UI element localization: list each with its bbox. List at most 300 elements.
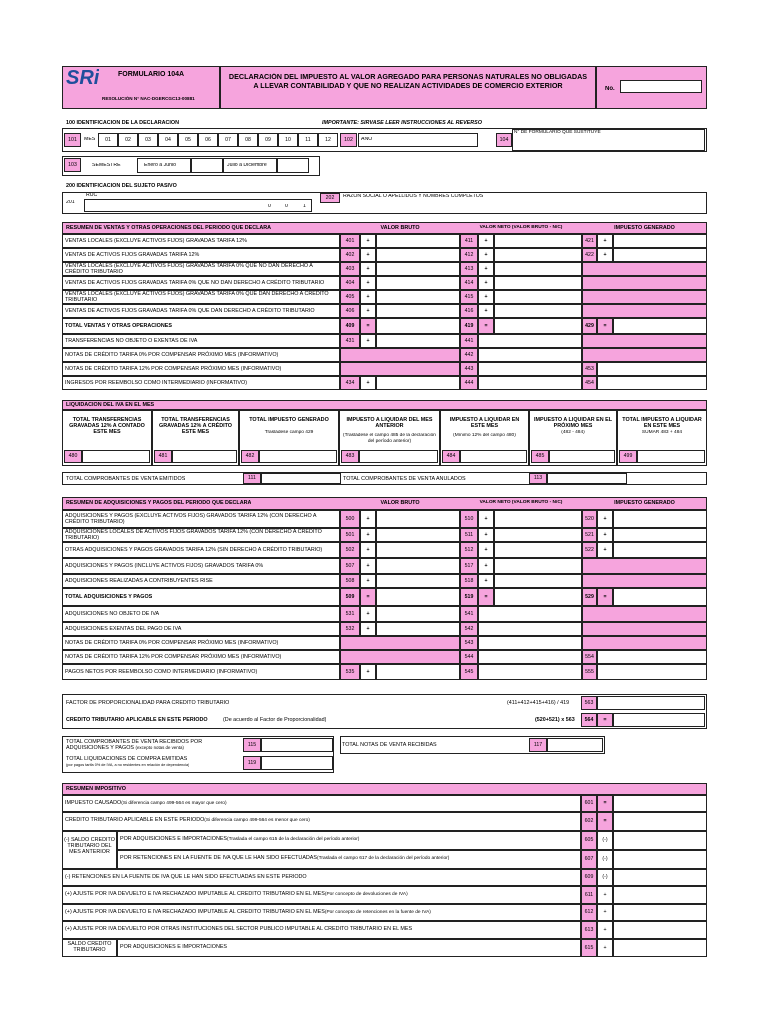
- ventas-row-label: TOTAL VENTAS Y OTRAS OPERACIONES: [65, 322, 172, 329]
- field-431: 431: [340, 334, 360, 348]
- input-444[interactable]: [478, 376, 582, 390]
- empty-imp: [582, 558, 707, 574]
- sign-508: +: [360, 574, 376, 588]
- sign-419: =: [478, 318, 494, 334]
- sign-416: +: [478, 304, 494, 318]
- sign-414: +: [478, 276, 494, 290]
- liq-col-title: TOTAL TRANSFERENCIAS GRAVADAS 12% A CONTADO ESTE MES: [69, 417, 145, 436]
- empty-bruto: [340, 650, 460, 664]
- resumen-note: (Por concepto de retenciones en la fuente de IVA): [324, 910, 431, 915]
- field-542: 542: [460, 622, 478, 636]
- resumen-heading: RESUMEN IMPOSITIVO: [66, 786, 126, 792]
- input-429[interactable]: [613, 318, 707, 334]
- sign-519: =: [478, 588, 494, 606]
- no-label: No.: [605, 86, 615, 92]
- ruc-d1: 0: [285, 204, 288, 209]
- month-04[interactable]: 04: [158, 133, 178, 147]
- field-529: 529: [582, 588, 597, 606]
- field-102: 102: [340, 133, 357, 147]
- empty-imp: [582, 574, 707, 588]
- input-485[interactable]: [549, 450, 615, 463]
- ruc-input[interactable]: [84, 199, 312, 212]
- semestre-label: SEMESTRE: [92, 163, 121, 168]
- empty-imp: [582, 290, 707, 304]
- input-509[interactable]: [376, 588, 460, 606]
- input-522[interactable]: [613, 542, 707, 558]
- input-402[interactable]: [376, 248, 460, 262]
- ct-note: (De acuerdo al Factor de Proporcionalidad): [223, 717, 327, 723]
- field-615: 615: [581, 939, 597, 957]
- ct-input[interactable]: [613, 713, 705, 727]
- resumen-label: (+) AJUSTE POR IVA DEVUELTO E IVA RECHAZADO IMPUTABLE AL CRÉDITO TRIBUTARIO EN EL MES: [65, 891, 325, 897]
- sign-521: +: [597, 528, 613, 542]
- razon-label: RAZÓN SOCIAL O APELLIDOS Y NOMBRES COMPLETOS: [343, 194, 484, 199]
- sign-403: +: [360, 262, 376, 276]
- sign-434: +: [360, 376, 376, 390]
- input-529[interactable]: [613, 588, 707, 606]
- input-413[interactable]: [494, 262, 582, 276]
- sign-518: +: [478, 574, 494, 588]
- resumen-label: (-) RETENCIONES EN LA FUENTE DE IVA QUE LE HAN SIDO EFECTUADAS EN ESTE PERÍODO: [65, 874, 307, 880]
- input-403[interactable]: [376, 262, 460, 276]
- field-414: 414: [460, 276, 478, 290]
- input-441[interactable]: [478, 334, 582, 348]
- adq-row-label: ADQUISICIONES LOCALES DE ACTIVOS FIJOS GRAVADOS TARIFA 12% (CON DERECHO A CRÉDITO TRIBUTARIO): [65, 529, 322, 541]
- adq-row-label: ADQUISICIONES NO OBJETO DE IVA: [65, 610, 160, 617]
- sign-609: (-): [597, 869, 613, 886]
- field-409: 409: [340, 318, 360, 334]
- field-454: 454: [582, 376, 597, 390]
- declaration-title: DECLARACIÓN DEL IMPUESTO AL VALOR AGREGADO PARA PERSONAS NATURALES NO OBLIGADAS A LLEVAR CONTABILIDAD Y QUE NO REALIZAN ACTIVIDADES DE COMERCIO EXTERIOR: [228, 73, 588, 90]
- month-08[interactable]: 08: [238, 133, 258, 147]
- ventas-row-label: VENTAS DE ACTIVOS FIJOS GRAVADAS TARIFA 0% QUE DAN DERECHO A CRÉDITO TRIBUTARIO: [65, 307, 315, 314]
- input-544[interactable]: [478, 650, 582, 664]
- mes-label: MES: [84, 137, 96, 142]
- input-554[interactable]: [597, 650, 707, 664]
- input-415[interactable]: [494, 290, 582, 304]
- liq-col-note: (Mínimo 12% del campo 480): [453, 433, 516, 438]
- input-521[interactable]: [613, 528, 707, 542]
- sign-602: =: [597, 812, 613, 831]
- field-442: 442: [460, 348, 478, 362]
- adq-row-label: PAGOS NETOS POR REEMBOLSO COMO INTERMEDIARIO (INFORMATIVO): [65, 668, 258, 675]
- input-601[interactable]: [613, 795, 707, 812]
- resumen-row-label: [120, 944, 578, 950]
- field-605: 605: [581, 831, 597, 850]
- month-12[interactable]: 12: [318, 133, 338, 147]
- field-607: 607: [581, 850, 597, 869]
- field-413: 413: [460, 262, 478, 276]
- field-500: 500: [340, 510, 360, 528]
- field-543: 543: [460, 636, 478, 650]
- field-117: 117: [529, 738, 547, 752]
- resumen-label: (+) AJUSTE POR IVA DEVUELTO POR OTRAS INSTITUCIONES DEL SECTOR PÚBLICO IMPUTABLE AL CRÉDITO TRIBUTARIO EN EL MES: [65, 926, 413, 932]
- field-508: 508: [340, 574, 360, 588]
- empty-imp: [582, 276, 707, 290]
- field-444: 444: [460, 376, 478, 390]
- sign-511: +: [478, 528, 494, 542]
- sign-404: +: [360, 276, 376, 290]
- sign-510: +: [478, 510, 494, 528]
- input-453[interactable]: [597, 362, 707, 376]
- field-119: 119: [243, 756, 261, 770]
- field-564-sign: =: [597, 713, 613, 727]
- input-442[interactable]: [478, 348, 582, 362]
- input-518[interactable]: [494, 574, 582, 588]
- sujeto-heading: 200 IDENTIFICACIÓN DEL SUJETO PASIVO: [66, 183, 177, 189]
- ventas-h-imp: IMPUESTO GENERADO: [614, 225, 675, 231]
- input-419[interactable]: [494, 318, 582, 334]
- adq-row-label: TOTAL ADQUISICIONES Y PAGOS: [65, 593, 153, 600]
- field-412: 412: [460, 248, 478, 262]
- input-409[interactable]: [376, 318, 460, 334]
- resumen-row-label: [65, 909, 578, 916]
- input-483[interactable]: [359, 450, 438, 463]
- ventas-row-label: VENTAS DE ACTIVOS FIJOS GRAVADAS TARIFA 12%: [65, 251, 200, 258]
- adq-heading: RESUMEN DE ADQUISICIONES Y PAGOS DEL PERÍODO QUE DECLARA: [66, 500, 252, 506]
- input-422[interactable]: [613, 248, 707, 262]
- sri-logo: SRi: [66, 67, 100, 89]
- input-535[interactable]: [376, 664, 460, 680]
- recib-label: TOTAL COMPROBANTES DE VENTA RECIBIDOS POR ADQUISICIONES Y PAGOS (excepto notas de venta): [66, 739, 203, 752]
- field-532: 532: [340, 622, 360, 636]
- input-512[interactable]: [494, 542, 582, 558]
- field-612: 612: [581, 904, 597, 921]
- sem1-check[interactable]: [191, 158, 223, 173]
- field-411: 411: [460, 234, 478, 248]
- important-note: IMPORTANTE: SÍRVASE LEER INSTRUCCIONES AL REVERSO: [322, 120, 482, 126]
- resumen-row-label: [65, 817, 578, 824]
- month-01[interactable]: 01: [98, 133, 118, 147]
- resumen-row-label: [65, 891, 578, 898]
- resumen-row-label: [120, 836, 578, 843]
- input-555[interactable]: [597, 664, 707, 680]
- ident-heading: 100 IDENTIFICACIÓN DE LA DECLARACIÓN: [66, 120, 180, 126]
- input-480[interactable]: [82, 450, 150, 463]
- emit-input[interactable]: [261, 473, 341, 484]
- ruc-d0: 0: [268, 204, 271, 209]
- anul-label: TOTAL COMPROBANTES DE VENTA ANULADOS: [343, 476, 466, 482]
- input-502[interactable]: [376, 542, 460, 558]
- field-502: 502: [340, 542, 360, 558]
- month-11[interactable]: 11: [298, 133, 318, 147]
- input-607[interactable]: [613, 850, 707, 869]
- input-411[interactable]: [494, 234, 582, 248]
- liqcompra-note: (por pagos tarifa 0% de IVA, a no residentes en relación de dependencia): [66, 763, 190, 767]
- input-517[interactable]: [494, 558, 582, 574]
- sign-615: +: [597, 939, 613, 957]
- adq-row-label: NOTAS DE CRÉDITO TARIFA 0% POR COMPENSAR PRÓXIMO MES (INFORMATIVO): [65, 639, 279, 646]
- ventas-h-bruto: VALOR BRUTO: [380, 225, 420, 231]
- liq-col-title: TOTAL IMPUESTO GENERADO: [249, 417, 329, 423]
- empty-imp: [582, 606, 707, 622]
- sign-535: +: [360, 664, 376, 680]
- field-601: 601: [581, 795, 597, 812]
- input-510[interactable]: [494, 510, 582, 528]
- adq-row-label: ADQUISICIONES Y PAGOS (EXCLUYE ACTIVOS FIJOS) GRAVADOS TARIFA 12% (CON DERECHO A CRÉDITO TRIBUTARIO): [65, 512, 317, 525]
- adq-row-label: ADQUISICIONES REALIZADAS A CONTRIBUYENTES RISE: [65, 577, 213, 584]
- emit-label: TOTAL COMPROBANTES DE VENTA EMITIDOS: [66, 476, 186, 482]
- factor-formula: (411+412+415+416) / 419: [507, 700, 570, 706]
- input-507[interactable]: [376, 558, 460, 574]
- sign-613: +: [597, 921, 613, 939]
- empty-imp: [582, 334, 707, 348]
- resumen-label: (+) AJUSTE POR IVA DEVUELTO E IVA RECHAZADO IMPUTABLE AL CRÉDITO TRIBUTARIO EN EL MES: [65, 909, 325, 915]
- input-520[interactable]: [613, 510, 707, 528]
- notas-label: TOTAL NOTAS DE VENTA RECIBIDAS: [342, 742, 437, 748]
- ruc-label: RUC: [86, 193, 98, 198]
- sem2-label: Julio a Diciembre: [227, 163, 267, 168]
- input-541[interactable]: [478, 606, 582, 622]
- form-title: FORMULARIO 104A: [118, 71, 185, 78]
- month-07[interactable]: 07: [218, 133, 238, 147]
- input-532[interactable]: [376, 622, 460, 636]
- month-10[interactable]: 10: [278, 133, 298, 147]
- input-405[interactable]: [376, 290, 460, 304]
- field-501: 501: [340, 528, 360, 542]
- input-602[interactable]: [613, 812, 707, 831]
- liq-col-note: SUMAR 483 + 484: [641, 430, 683, 435]
- input-499[interactable]: [637, 450, 705, 463]
- liq-col-title: IMPUESTO A LIQUIDAR EN EL PRÓXIMO MES: [534, 417, 612, 430]
- field-421: 421: [582, 234, 597, 248]
- field-406: 406: [340, 304, 360, 318]
- input-412[interactable]: [494, 248, 582, 262]
- field-401: 401: [340, 234, 360, 248]
- field-507: 507: [340, 558, 360, 574]
- field-563: 563: [581, 696, 597, 710]
- recib-input[interactable]: [261, 738, 333, 752]
- empty-imp: [582, 348, 707, 362]
- form-number-input[interactable]: [620, 80, 702, 93]
- input-545[interactable]: [478, 664, 582, 680]
- resumen-note: (Traslada el campo 615 de la declaración del período anterior): [227, 837, 360, 842]
- field-564: 564: [581, 713, 597, 727]
- input-416[interactable]: [494, 304, 582, 318]
- field-512: 512: [460, 542, 478, 558]
- field-611: 611: [581, 886, 597, 904]
- field-422: 422: [582, 248, 597, 262]
- field-510: 510: [460, 510, 478, 528]
- sem1-label: Enero a Junio: [144, 163, 177, 168]
- field-521: 521: [582, 528, 597, 542]
- input-500[interactable]: [376, 510, 460, 528]
- field-522: 522: [582, 542, 597, 558]
- ventas-row-label: NOTAS DE CRÉDITO TARIFA 0% POR COMPENSAR PRÓXIMO MES (INFORMATIVO): [65, 351, 279, 358]
- input-482[interactable]: [259, 450, 337, 463]
- resumen-row-label: [120, 855, 578, 862]
- field-453: 453: [582, 362, 597, 376]
- field-111: 111: [243, 473, 261, 484]
- sign-512: +: [478, 542, 494, 558]
- sign-412: +: [478, 248, 494, 262]
- month-02[interactable]: 02: [118, 133, 138, 147]
- input-613[interactable]: [613, 921, 707, 939]
- factor-input[interactable]: [597, 696, 705, 710]
- field-602: 602: [581, 812, 597, 831]
- sign-421: +: [597, 234, 613, 248]
- ventas-row-label: NOTAS DE CRÉDITO TARIFA 12% POR COMPENSAR PRÓXIMO MES (INFORMATIVO): [65, 365, 282, 372]
- sign-429: =: [597, 318, 613, 334]
- sign-612: +: [597, 904, 613, 921]
- input-519[interactable]: [494, 588, 582, 606]
- liq-col-title: IMPUESTO A LIQUIDAR DEL MES ANTERIOR: [346, 417, 433, 430]
- field-535: 535: [340, 664, 360, 680]
- sign-522: +: [597, 542, 613, 558]
- liq-col-note: Trasládese campo 429: [264, 430, 314, 435]
- sign-517: +: [478, 558, 494, 574]
- saldo-label: SALDO CRÉDITO TRIBUTARIO: [67, 941, 112, 954]
- anul-input[interactable]: [547, 473, 627, 484]
- input-484[interactable]: [460, 450, 527, 463]
- ventas-heading: RESUMEN DE VENTAS Y OTRAS OPERACIONES DEL PERÍODO QUE DECLARA: [66, 225, 272, 231]
- sign-415: +: [478, 290, 494, 304]
- resumen-label: CRÉDITO TRIBUTARIO APLICABLE EN ESTE PERÍODO: [65, 817, 205, 823]
- sign-531: +: [360, 606, 376, 622]
- anio-input[interactable]: [358, 133, 478, 147]
- input-605[interactable]: [613, 831, 707, 850]
- sign-605: (-): [597, 831, 613, 850]
- liq-heading-bar: [62, 400, 707, 410]
- resumen-row-label: [65, 926, 578, 932]
- field-518: 518: [460, 574, 478, 588]
- field-202: 202: [320, 193, 340, 203]
- empty-imp: [582, 304, 707, 318]
- liqcompra-input[interactable]: [261, 756, 333, 770]
- sign-500: +: [360, 510, 376, 528]
- input-612[interactable]: [613, 904, 707, 921]
- input-434[interactable]: [376, 376, 460, 390]
- ct-formula: (520+521) x 563: [535, 717, 575, 723]
- sustituye-label: N° DE FORMULARIO QUE SUSTITUYE: [514, 130, 601, 135]
- factor-label: FACTOR DE PROPORCIONALIDAD PARA CRÉDITO TRIBUTARIO: [66, 700, 230, 706]
- input-543[interactable]: [478, 636, 582, 650]
- field-541: 541: [460, 606, 478, 622]
- sign-405: +: [360, 290, 376, 304]
- resumen-note: (Traslada el campo 617 de la declaración del período anterior): [317, 856, 450, 861]
- input-431[interactable]: [376, 334, 460, 348]
- adq-h-neto: VALOR NETO (VALOR BRUTO - N/C): [479, 500, 563, 505]
- month-06[interactable]: 06: [198, 133, 218, 147]
- field-441: 441: [460, 334, 478, 348]
- sign-529: =: [597, 588, 613, 606]
- input-609[interactable]: [613, 869, 707, 886]
- input-414[interactable]: [494, 276, 582, 290]
- input-501[interactable]: [376, 528, 460, 542]
- input-481[interactable]: [172, 450, 237, 463]
- empty-imp: [582, 622, 707, 636]
- field-484: 484: [442, 450, 460, 463]
- field-531: 531: [340, 606, 360, 622]
- liq-col-title: TOTAL IMPUESTO A LIQUIDAR EN ESTE MES: [622, 417, 702, 430]
- ventas-row-label: TRANSFERENCIAS NO OBJETO O EXENTAS DE IVA: [65, 337, 198, 344]
- field-480: 480: [64, 450, 82, 463]
- adq-row-label: ADQUISICIONES Y PAGOS (INCLUYE ACTIVOS FIJOS) GRAVADOS TARIFA 0%: [65, 562, 264, 569]
- field-201: 201: [66, 200, 75, 205]
- field-545: 545: [460, 664, 478, 680]
- liqcompra-label: TOTAL LIQUIDACIONES DE COMPRA EMITIDAS: [66, 756, 188, 762]
- month-05[interactable]: 05: [178, 133, 198, 147]
- empty-bruto: [340, 362, 460, 376]
- adq-row-label: NOTAS DE CRÉDITO TARIFA 12% POR COMPENSAR PRÓXIMO MES (INFORMATIVO): [65, 653, 282, 660]
- resumen-note: (Por concepto de devoluciones de IVA): [324, 892, 408, 897]
- ventas-row-label: VENTAS LOCALES (EXCLUYE ACTIVOS FIJOS) GRAVADAS TARIFA 0% QUE DAN DERECHO A CRÉDITO TRIBUTARIO: [65, 291, 329, 303]
- resumen-row-label: [65, 800, 578, 807]
- field-519: 519: [460, 588, 478, 606]
- month-09[interactable]: 09: [258, 133, 278, 147]
- sign-422: +: [597, 248, 613, 262]
- field-555: 555: [582, 664, 597, 680]
- notas-input[interactable]: [547, 738, 603, 752]
- field-419: 419: [460, 318, 478, 334]
- empty-imp: [582, 262, 707, 276]
- liq-col-title: TOTAL TRANSFERENCIAS GRAVADAS 12% A CRÉDITO ESTE MES: [159, 417, 232, 436]
- field-482: 482: [241, 450, 259, 463]
- month-03[interactable]: 03: [138, 133, 158, 147]
- input-406[interactable]: [376, 304, 460, 318]
- sem2-check[interactable]: [277, 158, 309, 173]
- resumen-label: POR ADQUISICIONES E IMPORTACIONES: [120, 836, 228, 842]
- field-613: 613: [581, 921, 597, 939]
- anio-label: AÑO: [361, 137, 373, 142]
- sign-409: =: [360, 318, 376, 334]
- sign-431: +: [360, 334, 376, 348]
- field-443: 443: [460, 362, 478, 376]
- input-443[interactable]: [478, 362, 582, 376]
- input-401[interactable]: [376, 234, 460, 248]
- ventas-row-label: VENTAS LOCALES (EXCLUYE ACTIVOS FIJOS) GRAVADAS TARIFA 0% QUE NO DAN DERECHO A CRÉDITO TRIBUTARIO: [65, 263, 313, 275]
- resumen-label: IMPUESTO CAUSADO: [65, 800, 122, 806]
- sign-413: +: [478, 262, 494, 276]
- field-554: 554: [582, 650, 597, 664]
- sign-501: +: [360, 528, 376, 542]
- liq-col-note: (Trasládese el campo 485 de la declaración del período anterior): [343, 433, 436, 444]
- field-511: 511: [460, 528, 478, 542]
- field-509: 509: [340, 588, 360, 606]
- adq-row-label: OTRAS ADQUISICIONES Y PAGOS GRAVADOS TARIFA 12% (SIN DERECHO A CRÉDITO TRIBUTARIO): [65, 546, 323, 553]
- field-434: 434: [340, 376, 360, 390]
- field-402: 402: [340, 248, 360, 262]
- input-611[interactable]: [613, 886, 707, 904]
- resumen-heading-bar: [62, 783, 707, 795]
- sign-406: +: [360, 304, 376, 318]
- sign-502: +: [360, 542, 376, 558]
- field-429: 429: [582, 318, 597, 334]
- input-421[interactable]: [613, 234, 707, 248]
- field-481: 481: [154, 450, 172, 463]
- ventas-row-label: VENTAS DE ACTIVOS FIJOS GRAVADAS TARIFA 0% QUE NO DAN DERECHO A CRÉDITO TRIBUTARIO: [65, 279, 325, 286]
- input-531[interactable]: [376, 606, 460, 622]
- empty-bruto: [340, 636, 460, 650]
- ventas-row-label: VENTAS LOCALES (EXCLUYE ACTIVOS FIJOS) GRAVADAS TARIFA 12%: [65, 237, 247, 244]
- input-404[interactable]: [376, 276, 460, 290]
- field-517: 517: [460, 558, 478, 574]
- sign-601: =: [597, 795, 613, 812]
- field-609: 609: [581, 869, 597, 886]
- sign-520: +: [597, 510, 613, 528]
- input-508[interactable]: [376, 574, 460, 588]
- ruc-d2: 1: [303, 204, 306, 209]
- ct-label: CRÉDITO TRIBUTARIO APLICABLE EN ESTE PERÍODO: [66, 717, 208, 723]
- input-454[interactable]: [597, 376, 707, 390]
- input-615[interactable]: [613, 939, 707, 957]
- input-542[interactable]: [478, 622, 582, 636]
- sign-611: +: [597, 886, 613, 904]
- sign-507: +: [360, 558, 376, 574]
- field-101: 101: [64, 133, 81, 147]
- adq-h-bruto: VALOR BRUTO: [380, 500, 420, 506]
- input-511[interactable]: [494, 528, 582, 542]
